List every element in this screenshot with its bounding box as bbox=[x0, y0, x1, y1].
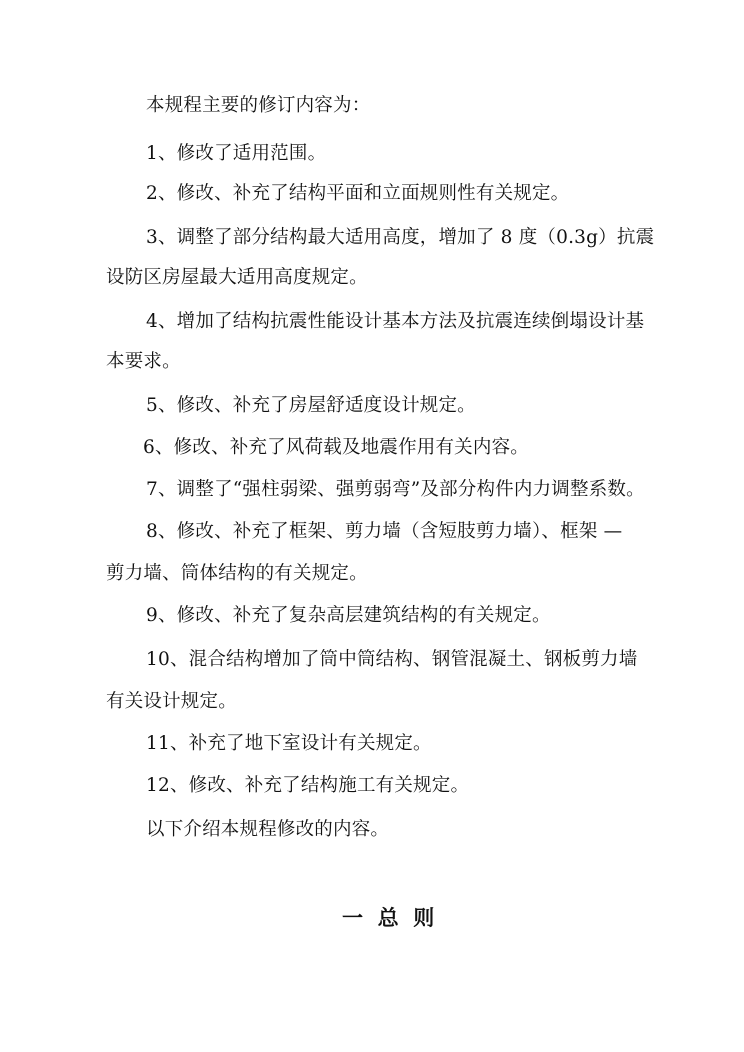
revision-item-10-continuation: 有关设计规定。 bbox=[106, 691, 237, 712]
revision-item-7: 7、调整了“强柱弱梁、强剪弱弯”及部分构件内力调整系数。 bbox=[146, 479, 645, 500]
revision-item-5: 5、修改、补充了房屋舒适度设计规定。 bbox=[146, 395, 476, 416]
revision-item-3-continuation: 设防区房屋最大适用高度规定。 bbox=[106, 267, 368, 288]
revision-item-12: 12、修改、补充了结构施工有关规定。 bbox=[146, 775, 470, 796]
intro-paragraph: 本规程主要的修订内容为： bbox=[146, 95, 371, 116]
revision-item-8: 8、修改、补充了框架、剪力墙（含短肢剪力墙）、框架 — bbox=[146, 521, 623, 542]
revision-item-11: 11、补充了地下室设计有关规定。 bbox=[146, 733, 432, 754]
revision-item-6: 6、修改、补充了风荷载及地震作用有关内容。 bbox=[143, 437, 529, 458]
outro-paragraph: 以下介绍本规程修改的内容。 bbox=[146, 819, 390, 840]
revision-item-4-continuation: 本要求。 bbox=[106, 351, 181, 372]
revision-item-3: 3、调整了部分结构最大适用高度，增加了 8 度（0.3g）抗震 bbox=[146, 227, 655, 248]
revision-item-9: 9、修改、补充了复杂高层建筑结构的有关规定。 bbox=[146, 605, 551, 626]
section-heading: 一 总 则 bbox=[342, 905, 435, 930]
revision-item-1: 1、修改了适用范围。 bbox=[146, 143, 327, 164]
revision-item-2: 2、修改、补充了结构平面和立面规则性有关规定。 bbox=[146, 183, 570, 204]
revision-item-8-continuation: 剪力墙、筒体结构的有关规定。 bbox=[106, 563, 368, 584]
revision-item-10: 10、混合结构增加了筒中筒结构、钢管混凝土、钢板剪力墙 bbox=[146, 649, 638, 670]
revision-item-4: 4、增加了结构抗震性能设计基本方法及抗震连续倒塌设计基 bbox=[146, 311, 645, 332]
